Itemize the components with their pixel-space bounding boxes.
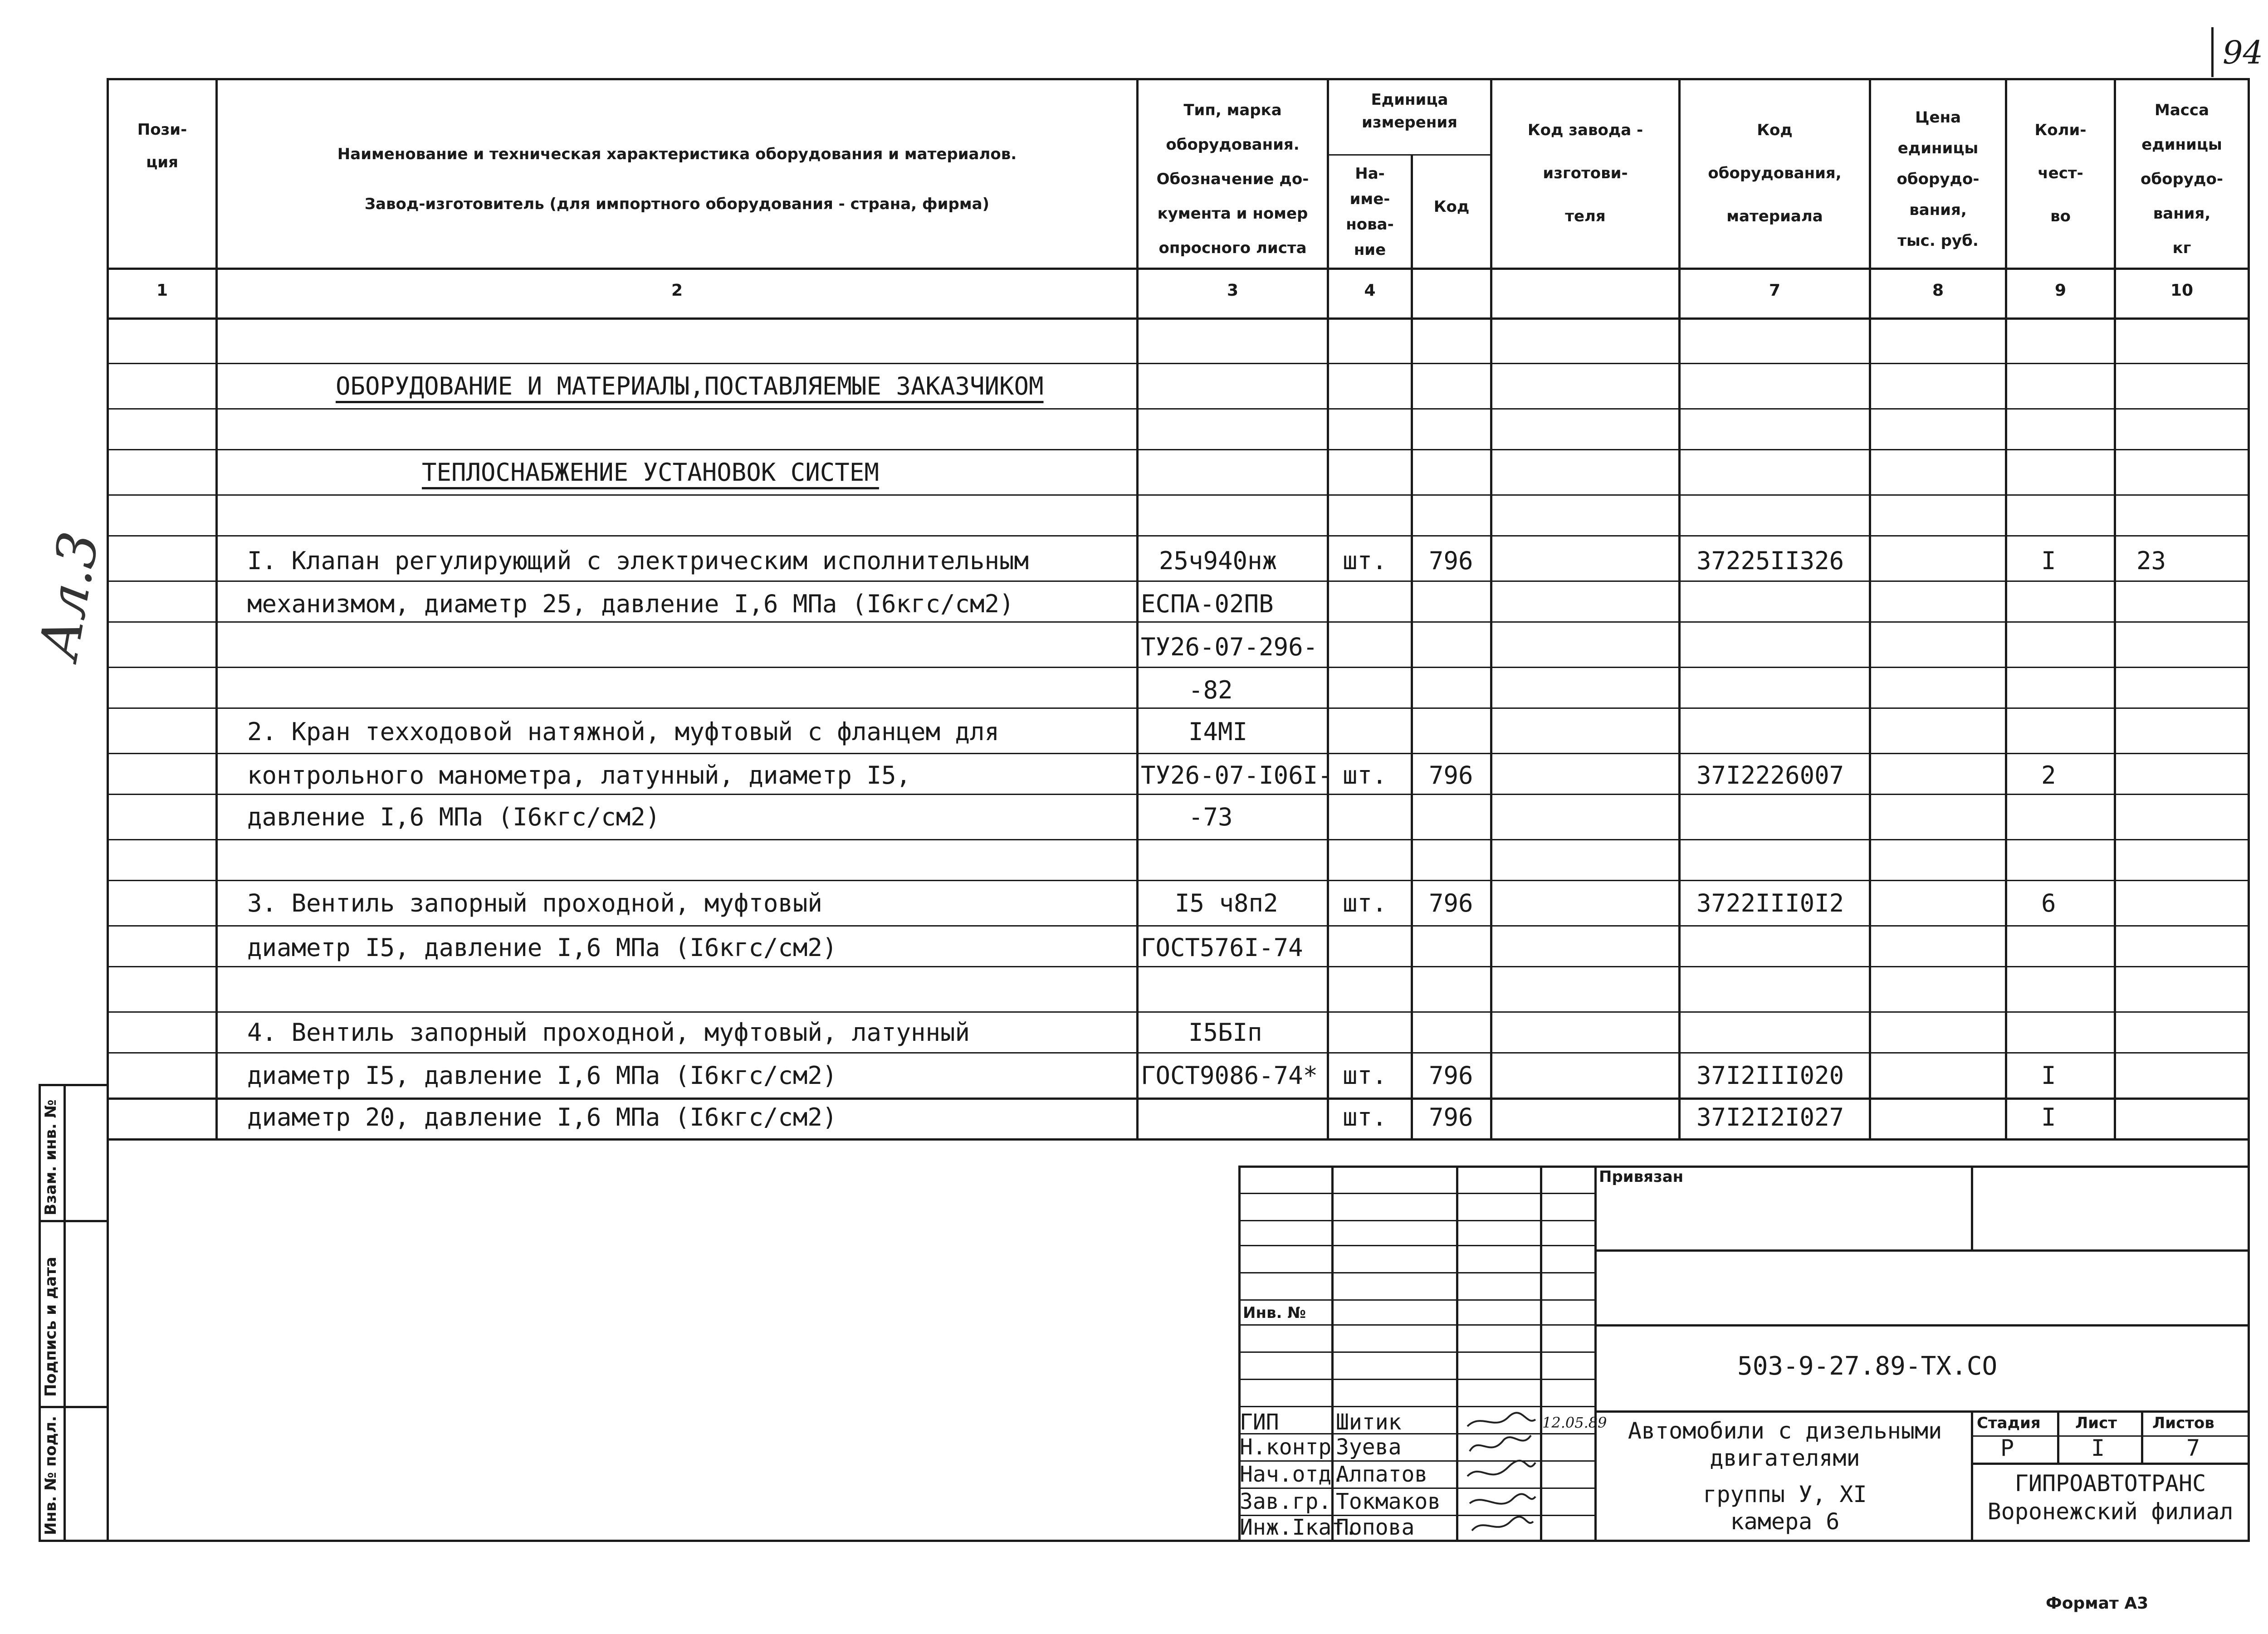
header-unit-code: Код: [1433, 198, 1470, 216]
role-zav-gr: Зав.гр.: [1240, 1489, 1332, 1514]
signatures-image: [1458, 1408, 1540, 1540]
header-name: Наименование и техническая характеристика оборудования и материалов. Завод-изготовитель (для импортного оборудования - страна, фирма): [337, 145, 1017, 213]
header-unit-group: Единица измерения: [1362, 91, 1457, 132]
format-label: Формат А3: [2046, 1594, 2149, 1613]
signer-zueva: Зуева: [1336, 1434, 1402, 1460]
role-gip: ГИП: [1240, 1410, 1279, 1435]
role-n-kontr: Н.контр: [1240, 1434, 1332, 1460]
header-position: Пози- ция: [137, 121, 187, 171]
object-title: Автомобили с дизельными двигателями группы У, XI камера 6: [1628, 1418, 1942, 1535]
sign-date: 12.05.89: [1542, 1414, 1607, 1431]
sheets-label: Листов: [2152, 1414, 2214, 1432]
header-quantity: Коли- чест- во: [2034, 121, 2087, 225]
role-inzh: Инж.Iкат.: [1240, 1515, 1358, 1540]
stamp-privyazan: Привязан: [1599, 1168, 1684, 1186]
stage-value: Р: [2000, 1435, 2014, 1461]
header-plant-code: Код завода - изготови- теля: [1527, 121, 1643, 225]
section-title-supplied-by-customer: ОБОРУДОВАНИЕ И МАТЕРИАЛЫ,ПОСТАВЛЯЕМЫЕ ЗАКАЗЧИКОМ: [336, 372, 1044, 400]
stage-label: Стадия: [1977, 1414, 2041, 1432]
page-number: 94: [2223, 34, 2263, 71]
header-unit-name: На- име- нова- ние: [1346, 165, 1394, 259]
header-type: Тип, марка оборудования. Обозначение до- кумента и номер опросного листа: [1156, 101, 1309, 257]
section-title-heat-supply: ТЕПЛОСНАБЖЕНИЕ УСТАНОВОК СИСТЕМ: [422, 458, 879, 487]
document-code: 503-9-27.89-ТХ.СО: [1737, 1351, 1998, 1381]
signer-shitik: Шитик: [1336, 1410, 1402, 1435]
organization: ГИПРОАВТОТРАНС Воронежский филиал: [1987, 1470, 2234, 1525]
role-nach-otd: Нач.отд.: [1240, 1462, 1345, 1487]
header-price: Цена единицы оборудо- вания, тыс. руб.: [1897, 108, 1980, 250]
signer-tokmakov: Токмаков: [1336, 1489, 1441, 1514]
page-number-divider: [2211, 27, 2214, 77]
stamp-inv-no: Инв. №: [1243, 1304, 1306, 1322]
header-material-code: Код оборудования, материала: [1708, 121, 1842, 225]
sheet-value: I: [2091, 1435, 2105, 1461]
signer-popova: Попова: [1336, 1515, 1415, 1540]
header-mass: Масса единицы оборудо- вания, кг: [2141, 101, 2223, 257]
margin-note: Ал.3: [27, 527, 112, 664]
side-label-podpis: Подпись и дата: [42, 1257, 60, 1397]
side-label-inv-podl: Инв. № подл.: [42, 1415, 60, 1535]
signer-alpatov: Алпатов: [1336, 1462, 1428, 1487]
sheet-label: Лист: [2075, 1414, 2117, 1432]
side-label-vzam: Взам. инв. №: [42, 1099, 60, 1215]
sheets-value: 7: [2186, 1435, 2200, 1461]
